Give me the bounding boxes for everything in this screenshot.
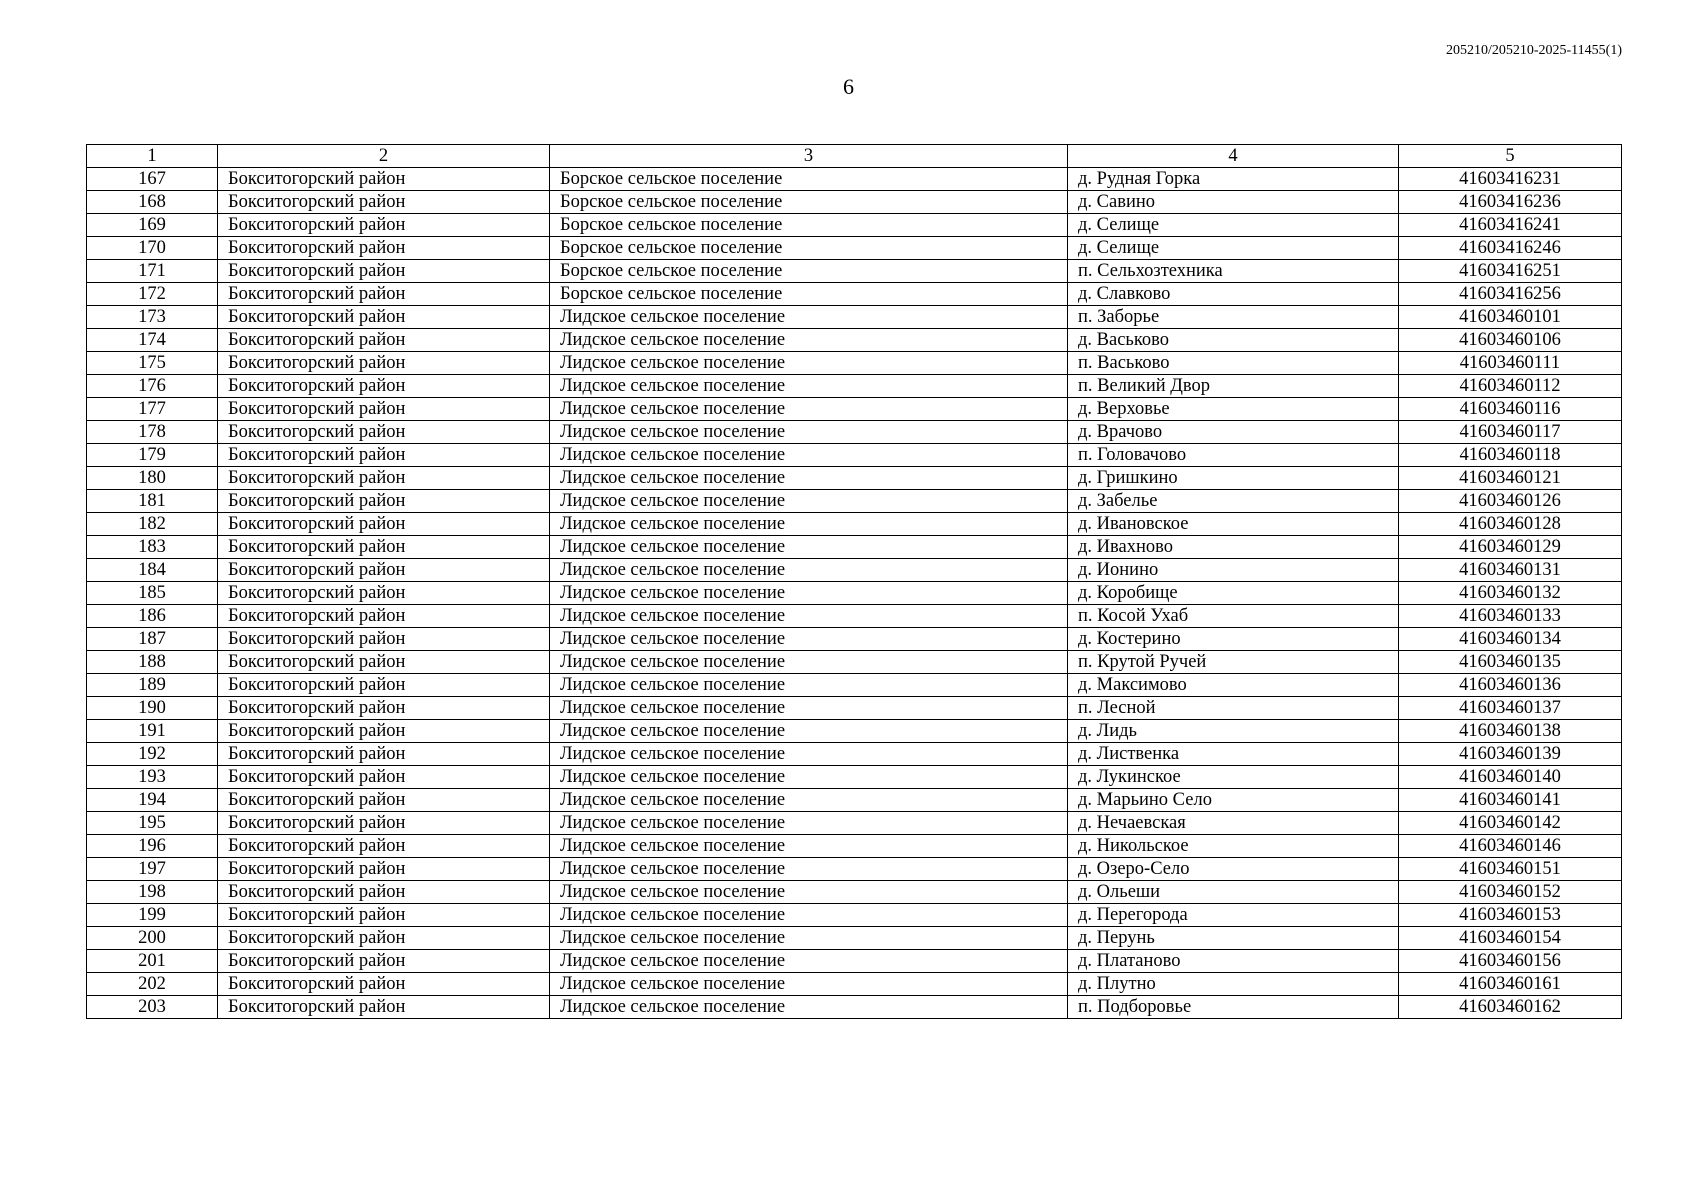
district-cell: Бокситогорский район [218,283,550,306]
code-cell: 41603460141 [1399,789,1622,812]
settlement-cell: Лидское сельское поселение [550,674,1068,697]
row-number-cell: 188 [87,651,218,674]
row-number-cell: 167 [87,168,218,191]
table-row [87,858,1622,881]
table-row [87,398,1622,421]
code-cell: 41603460129 [1399,536,1622,559]
settlement-cell: Лидское сельское поселение [550,398,1068,421]
table-row [87,950,1622,973]
code-cell: 41603460156 [1399,950,1622,973]
table-row [87,582,1622,605]
row-number-cell: 185 [87,582,218,605]
settlement-cell: Лидское сельское поселение [550,375,1068,398]
code-cell: 41603460101 [1399,306,1622,329]
district-cell: Бокситогорский район [218,605,550,628]
table-body [87,168,1622,1019]
district-cell: Бокситогорский район [218,927,550,950]
code-cell: 41603460142 [1399,812,1622,835]
row-number-cell: 171 [87,260,218,283]
row-number-cell: 173 [87,306,218,329]
code-cell: 41603416256 [1399,283,1622,306]
settlement-cell: Лидское сельское поселение [550,490,1068,513]
settlement-cell: Лидское сельское поселение [550,766,1068,789]
district-cell: Бокситогорский район [218,881,550,904]
code-cell: 41603416236 [1399,191,1622,214]
settlement-cell: Лидское сельское поселение [550,697,1068,720]
district-cell: Бокситогорский район [218,329,550,352]
settlement-cell: Лидское сельское поселение [550,812,1068,835]
code-cell: 41603460118 [1399,444,1622,467]
table-header-row [87,145,1622,168]
settlement-cell: Лидское сельское поселение [550,329,1068,352]
district-cell: Бокситогорский район [218,582,550,605]
table-row [87,812,1622,835]
settlement-cell: Борское сельское поселение [550,260,1068,283]
code-cell: 41603460146 [1399,835,1622,858]
code-cell: 41603460134 [1399,628,1622,651]
locality-cell: д. Селище [1068,237,1399,260]
settlement-cell: Лидское сельское поселение [550,904,1068,927]
code-cell: 41603460139 [1399,743,1622,766]
district-cell: Бокситогорский район [218,191,550,214]
row-number-cell: 201 [87,950,218,973]
district-cell: Бокситогорский район [218,260,550,283]
settlement-cell: Лидское сельское поселение [550,858,1068,881]
code-cell: 41603460133 [1399,605,1622,628]
row-number-cell: 179 [87,444,218,467]
row-number-cell: 193 [87,766,218,789]
locality-cell: д. Озеро-Село [1068,858,1399,881]
row-number-cell: 178 [87,421,218,444]
locality-cell: д. Рудная Горка [1068,168,1399,191]
table-row [87,605,1622,628]
settlement-cell: Лидское сельское поселение [550,720,1068,743]
district-cell: Бокситогорский район [218,835,550,858]
district-cell: Бокситогорский район [218,766,550,789]
locality-cell: д. Васьково [1068,329,1399,352]
row-number-cell: 194 [87,789,218,812]
document-number: 205210/205210-2025-11455(1) [1445,43,1622,58]
locality-cell: д. Верховье [1068,398,1399,421]
settlement-cell: Лидское сельское поселение [550,352,1068,375]
district-cell: Бокситогорский район [218,536,550,559]
table-row [87,835,1622,858]
table-row [87,628,1622,651]
table-row [87,375,1622,398]
locality-cell: д. Савино [1068,191,1399,214]
row-number-cell: 200 [87,927,218,950]
code-cell: 41603416246 [1399,237,1622,260]
row-number-cell: 199 [87,904,218,927]
settlement-cell: Лидское сельское поселение [550,467,1068,490]
table-row [87,513,1622,536]
settlement-cell: Лидское сельское поселение [550,559,1068,582]
settlement-cell: Лидское сельское поселение [550,651,1068,674]
locality-cell: д. Лидь [1068,720,1399,743]
locality-cell: д. Марьино Село [1068,789,1399,812]
settlement-cell: Борское сельское поселение [550,191,1068,214]
settlement-cell: Лидское сельское поселение [550,789,1068,812]
row-number-cell: 183 [87,536,218,559]
locality-cell: д. Забелье [1068,490,1399,513]
code-cell: 41603460161 [1399,973,1622,996]
row-number-cell: 198 [87,881,218,904]
row-number-cell: 180 [87,467,218,490]
code-cell: 41603460117 [1399,421,1622,444]
column-header-4: 4 [1068,145,1399,168]
row-number-cell: 190 [87,697,218,720]
district-cell: Бокситогорский район [218,306,550,329]
district-cell: Бокситогорский район [218,352,550,375]
code-cell: 41603460136 [1399,674,1622,697]
district-cell: Бокситогорский район [218,444,550,467]
column-header-5: 5 [1399,145,1622,168]
settlement-cell: Лидское сельское поселение [550,950,1068,973]
table-row [87,352,1622,375]
code-cell: 41603460112 [1399,375,1622,398]
locality-cell: д. Ивановское [1068,513,1399,536]
locality-cell: д. Славково [1068,283,1399,306]
district-cell: Бокситогорский район [218,973,550,996]
row-number-cell: 189 [87,674,218,697]
locality-cell: п. Косой Ухаб [1068,605,1399,628]
row-number-cell: 196 [87,835,218,858]
table-row [87,329,1622,352]
row-number-cell: 181 [87,490,218,513]
district-cell: Бокситогорский район [218,237,550,260]
column-header-3: 3 [550,145,1068,168]
row-number-cell: 192 [87,743,218,766]
table-row [87,996,1622,1019]
code-cell: 41603460106 [1399,329,1622,352]
code-cell: 41603460151 [1399,858,1622,881]
table-row [87,260,1622,283]
locality-cell: д. Селище [1068,214,1399,237]
table-row [87,766,1622,789]
locality-cell: д. Никольское [1068,835,1399,858]
settlement-cell: Лидское сельское поселение [550,973,1068,996]
table-row [87,720,1622,743]
settlement-cell: Лидское сельское поселение [550,306,1068,329]
district-cell: Бокситогорский район [218,628,550,651]
locality-cell: д. Платаново [1068,950,1399,973]
table-row [87,168,1622,191]
locality-cell: д. Костерино [1068,628,1399,651]
table-row [87,214,1622,237]
code-cell: 41603416231 [1399,168,1622,191]
settlement-cell: Лидское сельское поселение [550,927,1068,950]
settlement-cell: Лидское сельское поселение [550,536,1068,559]
code-cell: 41603460137 [1399,697,1622,720]
locality-cell: д. Нечаевская [1068,812,1399,835]
row-number-cell: 186 [87,605,218,628]
settlement-cell: Лидское сельское поселение [550,513,1068,536]
locality-cell: п. Сельхозтехника [1068,260,1399,283]
column-header-2: 2 [218,145,550,168]
district-cell: Бокситогорский район [218,398,550,421]
code-cell: 41603460131 [1399,559,1622,582]
row-number-cell: 203 [87,996,218,1019]
settlement-cell: Лидское сельское поселение [550,605,1068,628]
settlement-cell: Лидское сельское поселение [550,582,1068,605]
row-number-cell: 170 [87,237,218,260]
table-row [87,490,1622,513]
table-row [87,881,1622,904]
table-row [87,237,1622,260]
code-cell: 41603460128 [1399,513,1622,536]
column-header-1: 1 [87,145,218,168]
page-number: 6 [843,74,854,99]
settlement-cell: Борское сельское поселение [550,168,1068,191]
district-cell: Бокситогорский район [218,996,550,1019]
district-cell: Бокситогорский район [218,697,550,720]
locality-cell: п. Великий Двор [1068,375,1399,398]
district-cell: Бокситогорский район [218,513,550,536]
locality-cell: д. Лукинское [1068,766,1399,789]
table-row [87,306,1622,329]
table-row [87,467,1622,490]
table-row [87,927,1622,950]
table-row [87,444,1622,467]
locality-cell: д. Перунь [1068,927,1399,950]
locality-cell: п. Заборье [1068,306,1399,329]
code-cell: 41603460132 [1399,582,1622,605]
locality-cell: п. Васьково [1068,352,1399,375]
row-number-cell: 172 [87,283,218,306]
district-cell: Бокситогорский район [218,651,550,674]
district-cell: Бокситогорский район [218,168,550,191]
settlements-table [86,144,1622,1019]
table-row [87,536,1622,559]
district-cell: Бокситогорский район [218,743,550,766]
locality-cell: д. Максимово [1068,674,1399,697]
row-number-cell: 197 [87,858,218,881]
locality-cell: д. Гришкино [1068,467,1399,490]
settlement-cell: Лидское сельское поселение [550,996,1068,1019]
row-number-cell: 191 [87,720,218,743]
code-cell: 41603460126 [1399,490,1622,513]
code-cell: 41603460116 [1399,398,1622,421]
row-number-cell: 202 [87,973,218,996]
district-cell: Бокситогорский район [218,559,550,582]
table-row [87,973,1622,996]
table-row [87,559,1622,582]
code-cell: 41603460111 [1399,352,1622,375]
code-cell: 41603460162 [1399,996,1622,1019]
district-cell: Бокситогорский район [218,789,550,812]
table-row [87,789,1622,812]
locality-cell: д. Плутно [1068,973,1399,996]
row-number-cell: 175 [87,352,218,375]
code-cell: 41603460135 [1399,651,1622,674]
code-cell: 41603416251 [1399,260,1622,283]
district-cell: Бокситогорский район [218,812,550,835]
locality-cell: п. Подборовье [1068,996,1399,1019]
locality-cell: д. Коробище [1068,582,1399,605]
table-row [87,283,1622,306]
locality-cell: д. Ольеши [1068,881,1399,904]
locality-cell: д. Врачово [1068,421,1399,444]
table-row [87,421,1622,444]
settlement-cell: Лидское сельское поселение [550,444,1068,467]
row-number-cell: 174 [87,329,218,352]
row-number-cell: 177 [87,398,218,421]
settlement-cell: Лидское сельское поселение [550,881,1068,904]
table-row [87,697,1622,720]
settlement-cell: Лидское сельское поселение [550,743,1068,766]
table-row [87,904,1622,927]
locality-cell: д. Ивахново [1068,536,1399,559]
code-cell: 41603460152 [1399,881,1622,904]
table-row [87,743,1622,766]
row-number-cell: 182 [87,513,218,536]
code-cell: 41603460153 [1399,904,1622,927]
row-number-cell: 168 [87,191,218,214]
row-number-cell: 195 [87,812,218,835]
district-cell: Бокситогорский район [218,421,550,444]
district-cell: Бокситогорский район [218,490,550,513]
district-cell: Бокситогорский район [218,950,550,973]
table-row [87,674,1622,697]
district-cell: Бокситогорский район [218,467,550,490]
code-cell: 41603460154 [1399,927,1622,950]
district-cell: Бокситогорский район [218,375,550,398]
district-cell: Бокситогорский район [218,674,550,697]
locality-cell: д. Лиственка [1068,743,1399,766]
locality-cell: п. Лесной [1068,697,1399,720]
table-row [87,191,1622,214]
row-number-cell: 187 [87,628,218,651]
district-cell: Бокситогорский район [218,214,550,237]
settlement-cell: Борское сельское поселение [550,214,1068,237]
locality-cell: п. Головачово [1068,444,1399,467]
row-number-cell: 176 [87,375,218,398]
row-number-cell: 184 [87,559,218,582]
district-cell: Бокситогорский район [218,858,550,881]
row-number-cell: 169 [87,214,218,237]
table-row [87,651,1622,674]
locality-cell: д. Ионино [1068,559,1399,582]
locality-cell: п. Крутой Ручей [1068,651,1399,674]
settlement-cell: Лидское сельское поселение [550,628,1068,651]
code-cell: 41603416241 [1399,214,1622,237]
settlement-cell: Борское сельское поселение [550,237,1068,260]
district-cell: Бокситогорский район [218,720,550,743]
settlement-cell: Лидское сельское поселение [550,421,1068,444]
locality-cell: д. Перегорода [1068,904,1399,927]
settlement-cell: Лидское сельское поселение [550,835,1068,858]
code-cell: 41603460138 [1399,720,1622,743]
code-cell: 41603460140 [1399,766,1622,789]
code-cell: 41603460121 [1399,467,1622,490]
settlement-cell: Борское сельское поселение [550,283,1068,306]
district-cell: Бокситогорский район [218,904,550,927]
